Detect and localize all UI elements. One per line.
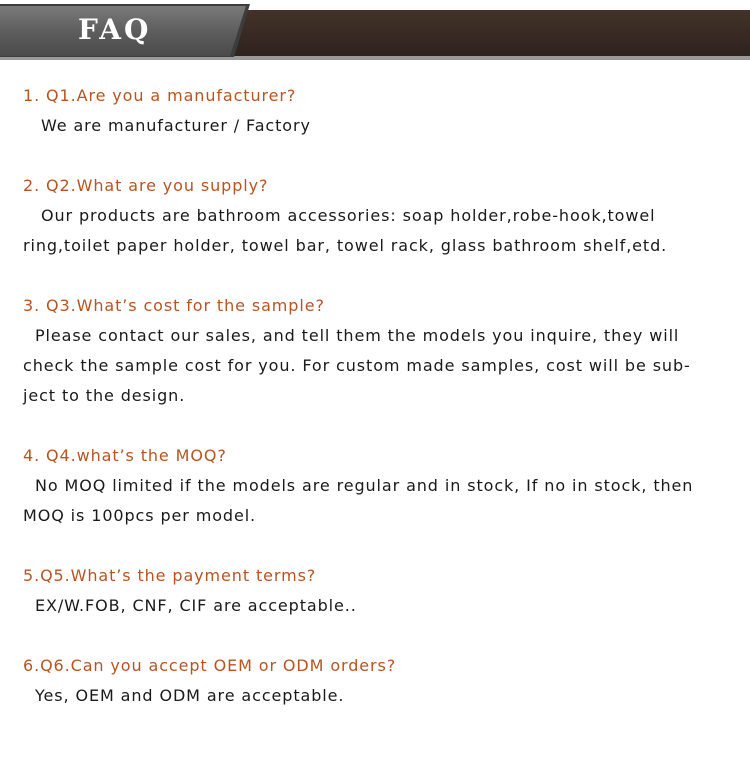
faq-header bbox=[0, 0, 750, 66]
faq-answer-line: No MOQ limited if the models are regular and in stock, If no in stock, then bbox=[23, 476, 694, 495]
faq-answer-line: check the sample cost for you. For custom made samples, cost will be sub- bbox=[23, 356, 691, 375]
faq-item bbox=[23, 81, 723, 141]
header-dark-bar bbox=[218, 10, 750, 56]
faq-item bbox=[23, 651, 723, 711]
faq-item bbox=[23, 441, 723, 531]
faq-answer-line: ject to the design. bbox=[23, 386, 186, 405]
faq-item bbox=[23, 291, 723, 411]
page-title: FAQ bbox=[78, 13, 152, 46]
faq-answer bbox=[23, 321, 723, 411]
faq-question: 5.Q5.What’s the payment terms? bbox=[23, 566, 317, 585]
faq-answer bbox=[23, 471, 723, 531]
faq-answer bbox=[23, 201, 723, 261]
faq-answer bbox=[23, 591, 723, 621]
faq-question: 3. Q3.What’s cost for the sample? bbox=[23, 296, 325, 315]
faq-answer-line: Our products are bathroom accessories: soap holder,robe-hook,towel bbox=[23, 206, 656, 225]
faq-answer-line: MOQ is 100pcs per model. bbox=[23, 506, 257, 525]
faq-question: 1. Q1.Are you a manufacturer? bbox=[23, 86, 297, 105]
faq-answer-line: We are manufacturer / Factory bbox=[23, 116, 311, 135]
faq-question: 2. Q2.What are you supply? bbox=[23, 176, 269, 195]
faq-item bbox=[23, 561, 723, 621]
faq-answer bbox=[23, 111, 723, 141]
faq-list bbox=[23, 81, 723, 741]
faq-answer-line: Yes, OEM and ODM are acceptable. bbox=[23, 686, 345, 705]
faq-answer bbox=[23, 681, 723, 711]
faq-answer-line: EX/W.FOB, CNF, CIF are acceptable.. bbox=[23, 596, 357, 615]
faq-question: 6.Q6.Can you accept OEM or ODM orders? bbox=[23, 656, 397, 675]
faq-answer-line: ring,toilet paper holder, towel bar, towel rack, glass bathroom shelf,etd. bbox=[23, 236, 668, 255]
faq-question: 4. Q4.what’s the MOQ? bbox=[23, 446, 227, 465]
faq-item bbox=[23, 171, 723, 261]
faq-answer-line: Please contact our sales, and tell them the models you inquire, they will bbox=[23, 326, 680, 345]
